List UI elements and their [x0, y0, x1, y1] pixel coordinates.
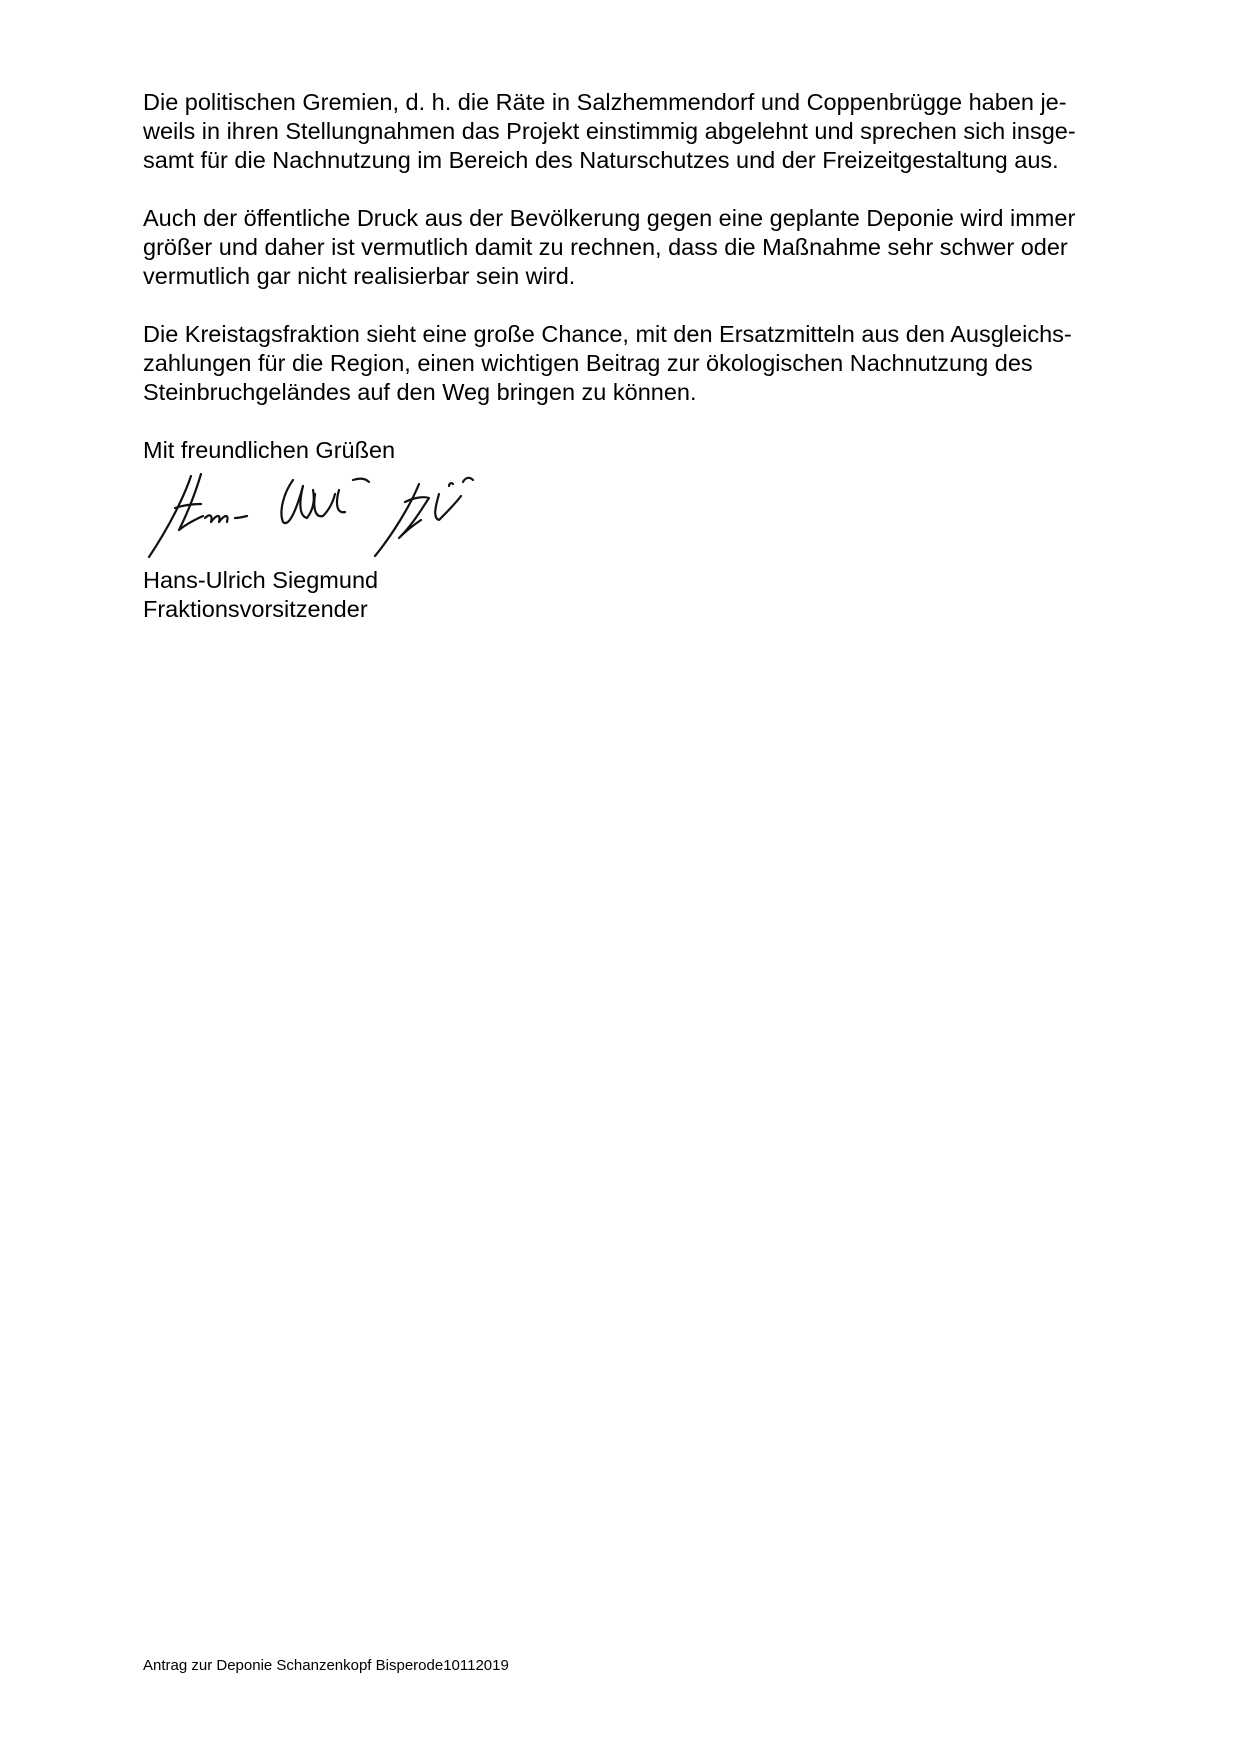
paragraph-line: zahlungen für die Region, einen wichtigen Beitrag zur ökologischen Nachnutzung des — [143, 350, 1033, 376]
paragraph-line: weils in ihren Stellungnahmen das Projekt einstimmig abgelehnt und sprechen sich insge- — [143, 118, 1076, 144]
page-footer: Antrag zur Deponie Schanzenkopf Bisperode10112019 — [143, 1657, 509, 1674]
paragraph-opportunity — [143, 320, 1133, 407]
letter-body — [143, 88, 1133, 465]
paragraph-councils — [143, 88, 1133, 175]
paragraph-line: größer und daher ist vermutlich damit zu rechnen, dass die Maßnahme sehr schwer oder — [143, 234, 1068, 260]
paragraph-line: Die Kreistagsfraktion sieht eine große Chance, mit den Ersatzmitteln aus den Ausgleichs- — [143, 321, 1072, 347]
paragraph-line: Steinbruchgeländes auf den Weg bringen zu können. — [143, 379, 697, 405]
handwritten-signature — [143, 464, 523, 564]
paragraph-line: samt für die Nachnutzung im Bereich des Naturschutzes und der Freizeitgestaltung aus. — [143, 147, 1059, 173]
paragraph-public-pressure — [143, 204, 1133, 291]
paragraph-line: vermutlich gar nicht realisierbar sein wird. — [143, 263, 576, 289]
closing-salutation: Mit freundlichen Grüßen — [143, 437, 396, 463]
signer-name: Hans-Ulrich Siegmund — [143, 567, 379, 593]
signer-title: Fraktionsvorsitzender — [143, 596, 368, 622]
paragraph-line: Die politischen Gremien, d. h. die Räte in Salzhemmendorf und Coppenbrügge haben je- — [143, 89, 1067, 115]
signer-block — [143, 566, 378, 624]
paragraph-line: Auch der öffentliche Druck aus der Bevölkerung gegen eine geplante Deponie wird immer — [143, 205, 1076, 231]
